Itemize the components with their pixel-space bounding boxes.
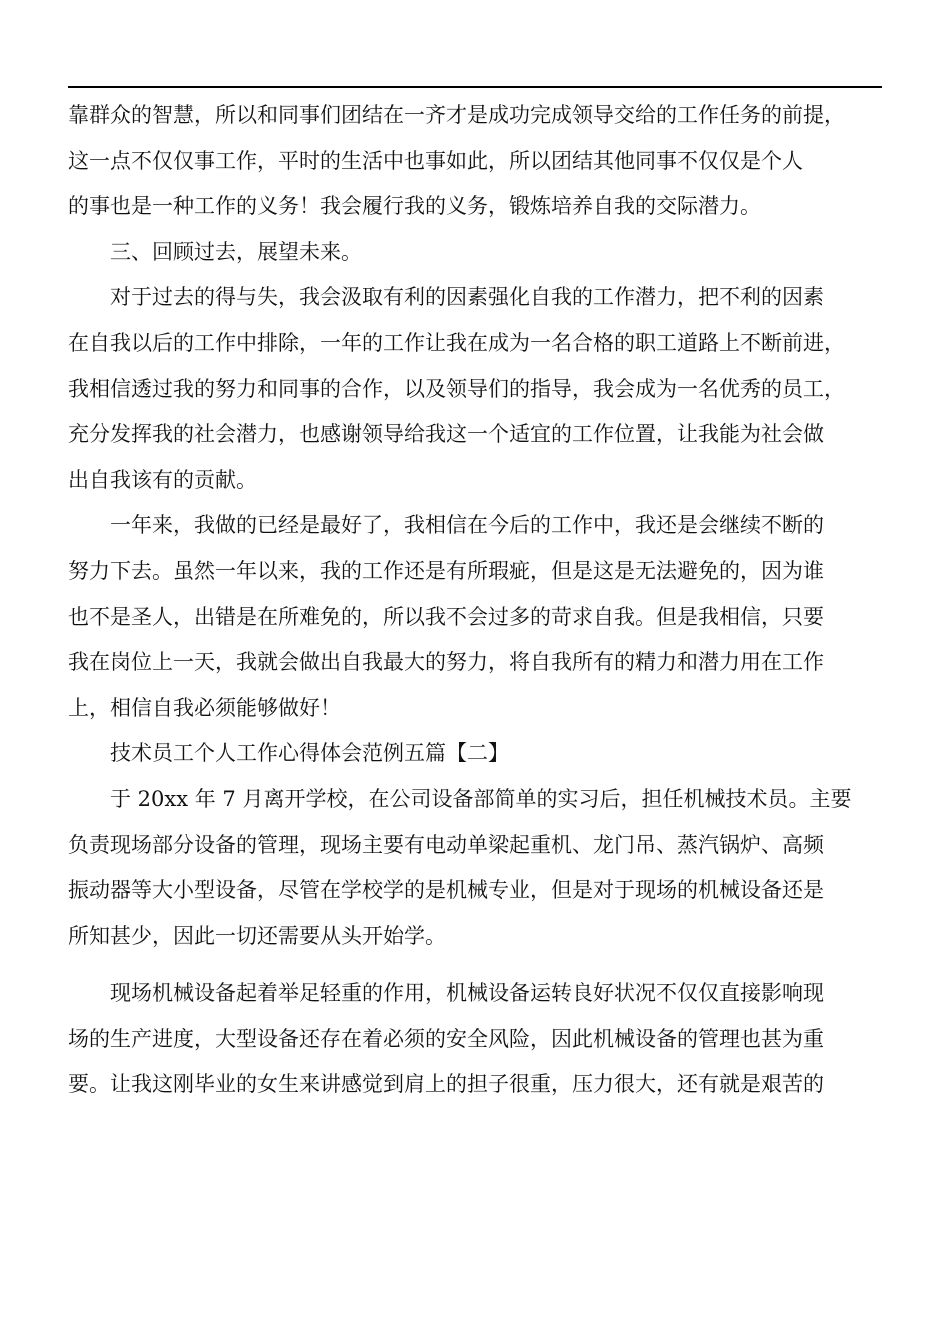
header-rule — [68, 86, 882, 88]
paragraph-gap — [68, 959, 882, 971]
text-line: 也不是圣人，出错是在所难免的，所以我不会过多的苛求自我。但是我相信，只要 — [68, 604, 824, 629]
paragraph-7 — [68, 971, 882, 1108]
article-title — [68, 731, 882, 777]
text-line: 努力下去。虽然一年以来，我的工作还是有所瑕疵，但是这是无法避免的，因为谁 — [68, 558, 824, 583]
text-line: 于 20xx 年 7 月离开学校，在公司设备部简单的实习后，担任机械技术员。主要 — [110, 786, 852, 811]
text-line: 负责现场部分设备的管理，现场主要有电动单梁起重机、龙门吊、蒸汽锅炉、高频 — [68, 832, 824, 857]
text-line: 所知甚少，因此一切还需要从头开始学。 — [68, 923, 446, 948]
text-line: 靠群众的智慧，所以和同事们团结在一齐才是成功完成领导交给的工作任务的前提， — [68, 103, 845, 127]
text-line: 场的生产进度，大型设备还存在着必须的安全风险，因此机械设备的管理也甚为重 — [68, 1026, 824, 1051]
section-heading — [68, 230, 882, 276]
text-line: 三、回顾过去，展望未来。 — [110, 239, 362, 264]
text-line: 我在岗位上一天，我就会做出自我最大的努力，将自我所有的精力和潜力用在工作 — [68, 650, 824, 675]
text-line: 充分发挥我的社会潜力，也感谢领导给我这一个适宜的工作位置，让我能为社会做 — [68, 422, 824, 447]
paragraph-6 — [68, 777, 882, 959]
text-line: 我相信透过我的努力和同事的合作，以及领导们的指导，我会成为一名优秀的员工， — [68, 376, 845, 401]
document-body — [68, 93, 882, 1108]
paragraph-4 — [68, 503, 882, 731]
text-line: 现场机械设备起着举足轻重的作用，机械设备运转良好状况不仅仅直接影响现 — [110, 981, 824, 1006]
text-line: 要。让我这刚毕业的女生来讲感觉到肩上的担子很重，压力很大，还有就是艰苦的 — [68, 1072, 824, 1097]
paragraph-1 — [68, 93, 882, 230]
text-line: 这一点不仅仅事工作，平时的生活中也事如此，所以团结其他同事不仅仅是个人 — [68, 148, 803, 173]
text-line: 在自我以后的工作中排除，一年的工作让我在成为一名合格的职工道路上不断前进， — [68, 330, 845, 355]
text-line: 上，相信自我必须能够做好！ — [68, 695, 341, 720]
text-line: 振动器等大小型设备，尽管在学校学的是机械专业，但是对于现场的机械设备还是 — [68, 878, 824, 903]
text-line: 技术员工个人工作心得体会范例五篇【二】 — [110, 741, 509, 766]
text-line: 出自我该有的贡献。 — [68, 467, 257, 492]
paragraph-3 — [68, 275, 882, 503]
text-line: 的事也是一种工作的义务！我会履行我的义务，锻炼培养自我的交际潜力。 — [68, 194, 761, 219]
text-line: 一年来，我做的已经是最好了，我相信在今后的工作中，我还是会继续不断的 — [110, 513, 824, 538]
text-line: 对于过去的得与失，我会汲取有利的因素强化自我的工作潜力，把不利的因素 — [110, 285, 824, 310]
